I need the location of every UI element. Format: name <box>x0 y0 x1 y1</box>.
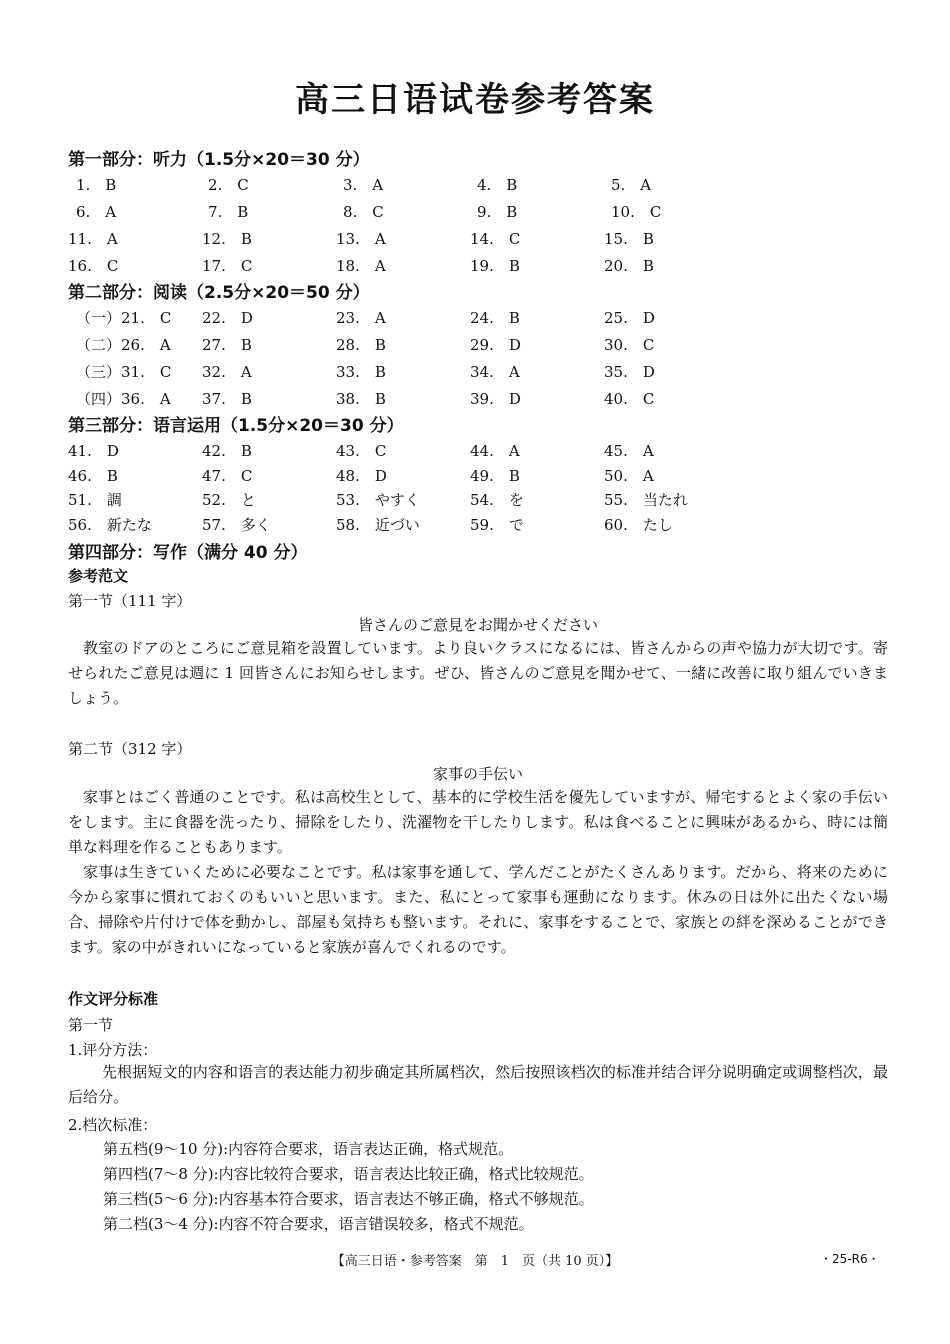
page-title: 高三日语试卷参考答案 <box>295 80 655 120</box>
answer-cell: 7. B <box>208 203 249 221</box>
answer-cell: 8. C <box>343 203 384 221</box>
answer-cell: 50. A <box>604 467 654 485</box>
answer-cell: 56. 新たな <box>68 516 152 534</box>
answer-cell: 52. と <box>202 491 256 509</box>
answer-row <box>68 489 888 513</box>
answer-cell: 23. A <box>336 309 386 327</box>
answer-cell: 33. B <box>336 363 386 381</box>
answer-cell: 15. B <box>604 230 654 248</box>
answer-row <box>68 334 888 358</box>
answer-cell: 34. A <box>470 363 520 381</box>
answer-cell: 20. B <box>604 257 654 275</box>
answer-cell: 57. 多く <box>202 516 271 534</box>
grading-levels-label: 2.档次标准： <box>68 1116 158 1134</box>
section2-essay-title: 家事の手伝い <box>432 765 523 783</box>
section2-essay-paragraph: 家事とはごく普通のことです。私は高校生として、基本的に学校生活を優先していますが、帰宅するとよく家の手伝いをします。主に食器を洗ったり、掃除をしたり、洗濯物を干したりします。私は食べることに興味があるから、時には簡単な料理を作ることもあります。 <box>68 788 888 856</box>
answer-cell: 18. A <box>336 257 386 275</box>
grading-level-item: 第三档(5～6 分):内容基本符合要求，语言表达不够正确，格式不够规范。 <box>103 1190 594 1208</box>
grading-method-text: 先根据短文的内容和语言的表达能力初步确定其所属档次，然后按照该档次的标准并结合评分说明确定或调整档次，最后给分。 <box>68 1063 888 1106</box>
answer-cell: 22. D <box>202 309 253 327</box>
part1-heading: 第一部分：听力（1.5分×20＝30 分） <box>68 150 370 170</box>
part4-heading: 第四部分：写作（满分 40 分） <box>68 543 308 563</box>
answer-cell: 13. A <box>336 230 386 248</box>
answer-cell: 44. A <box>470 442 520 460</box>
answer-cell: 60. たし <box>604 516 673 534</box>
answer-cell: 9. B <box>477 203 518 221</box>
answer-cell: 1. B <box>76 176 117 194</box>
grading-method-label: 1.评分方法： <box>68 1041 158 1059</box>
section2-essay-paragraph: 家事は生きていくために必要なことです。私は家事を通して、学んだことがたくさんあります。だから、将来のために今から家事に慣れておくのもいいと思います。また、私にとって家事も運動になります。休みの日は外に出たくない場合、掃除や片付けで体を動かし、部屋も気持ちも整います。それに、家事をすることで、家族との絆を深めることができます。家の中がきれいになっていると家族が喜んでくれるのです。 <box>68 863 888 956</box>
answer-row <box>68 228 888 252</box>
answer-cell: 6. A <box>76 203 117 221</box>
answer-cell: 14. C <box>470 230 521 248</box>
section1-essay-title: 皆さんのご意見をお聞かせください <box>357 616 598 634</box>
answer-cell: 10. C <box>611 203 662 221</box>
answer-cell: 25. D <box>604 309 655 327</box>
answer-cell: 12. B <box>202 230 252 248</box>
answer-row <box>68 465 888 489</box>
section2-label: 第二节（312 字） <box>68 740 192 758</box>
answer-cell: 38. B <box>336 390 386 408</box>
answer-cell: （四）36. A <box>76 390 171 408</box>
answer-cell: 28. B <box>336 336 386 354</box>
answer-cell: 5. A <box>611 176 652 194</box>
grading-level-item: 第二档(3～4 分):内容不符合要求，语言错误较多，格式不规范。 <box>103 1215 534 1233</box>
answer-cell: 24. B <box>470 309 520 327</box>
document-code: ・25-R6・ <box>820 1252 880 1266</box>
answer-cell: 27. B <box>202 336 252 354</box>
answer-cell: 29. D <box>470 336 521 354</box>
grading-level-item: 第四档(7～8 分):内容比较符合要求，语言表达比较正确，格式比较规范。 <box>103 1165 594 1183</box>
answer-cell: 41. D <box>68 442 119 460</box>
grading-level-item: 第五档(9～10 分):内容符合要求，语言表达正确，格式规范。 <box>103 1140 514 1158</box>
answer-cell: 19. B <box>470 257 520 275</box>
answer-cell: 54. を <box>470 491 524 509</box>
answer-cell: 58. 近づい <box>336 516 420 534</box>
answer-row <box>68 514 888 538</box>
answer-cell: 48. D <box>336 467 387 485</box>
answer-cell: 2. C <box>208 176 249 194</box>
answer-cell: 17. C <box>202 257 253 275</box>
answer-cell: 3. A <box>343 176 384 194</box>
answer-cell: 40. C <box>604 390 655 408</box>
grading-section-label: 第一节 <box>68 1016 114 1034</box>
answer-cell: 32. A <box>202 363 252 381</box>
answer-cell: 53. やすく <box>336 491 420 509</box>
answer-row <box>68 201 888 225</box>
answer-cell: 16. C <box>68 257 119 275</box>
answer-cell: （一）21. C <box>76 309 172 327</box>
answer-cell: 59. で <box>470 516 524 534</box>
answer-row <box>68 361 888 385</box>
answer-cell: 45. A <box>604 442 654 460</box>
answer-cell: 30. C <box>604 336 655 354</box>
answer-cell: 42. B <box>202 442 252 460</box>
section1-essay-text: 教室のドアのところにご意見箱を設置しています。より良いクラスになるには、皆さんからの声や協力が大切です。寄せられたご意見は週に 1 回皆さんにお知らせします。ぜひ、皆さんのご意見を聞かせて、一緒に改善に取り組んでいきましょう。 <box>68 639 888 707</box>
answer-cell: 51. 調 <box>68 491 122 509</box>
answer-cell: 49. B <box>470 467 520 485</box>
answer-cell: 55. 当たれ <box>604 491 688 509</box>
answer-cell: （三）31. C <box>76 363 172 381</box>
answer-cell: 4. B <box>477 176 518 194</box>
answer-cell: 11. A <box>68 230 118 248</box>
section1-label: 第一节（111 字） <box>68 592 192 610</box>
answer-cell: 43. C <box>336 442 387 460</box>
sample-essay-label: 参考范文 <box>68 567 129 585</box>
grading-heading: 作文评分标准 <box>68 990 159 1008</box>
answer-row <box>68 174 888 198</box>
answer-row <box>68 440 888 464</box>
answer-cell: 37. B <box>202 390 252 408</box>
answer-cell: （二）26. A <box>76 336 171 354</box>
answer-cell: 46. B <box>68 467 118 485</box>
answer-row <box>68 255 888 279</box>
answer-row <box>68 307 888 331</box>
page-footer: 【高三日语・参考答案 第 1 页（共 10 页）】 <box>331 1254 619 1269</box>
answer-cell: 47. C <box>202 467 253 485</box>
part3-heading: 第三部分：语言运用（1.5分×20＝30 分） <box>68 416 404 436</box>
answer-cell: 39. D <box>470 390 521 408</box>
answer-cell: 35. D <box>604 363 655 381</box>
part2-heading: 第二部分：阅读（2.5分×20＝50 分） <box>68 283 370 303</box>
answer-row <box>68 388 888 412</box>
